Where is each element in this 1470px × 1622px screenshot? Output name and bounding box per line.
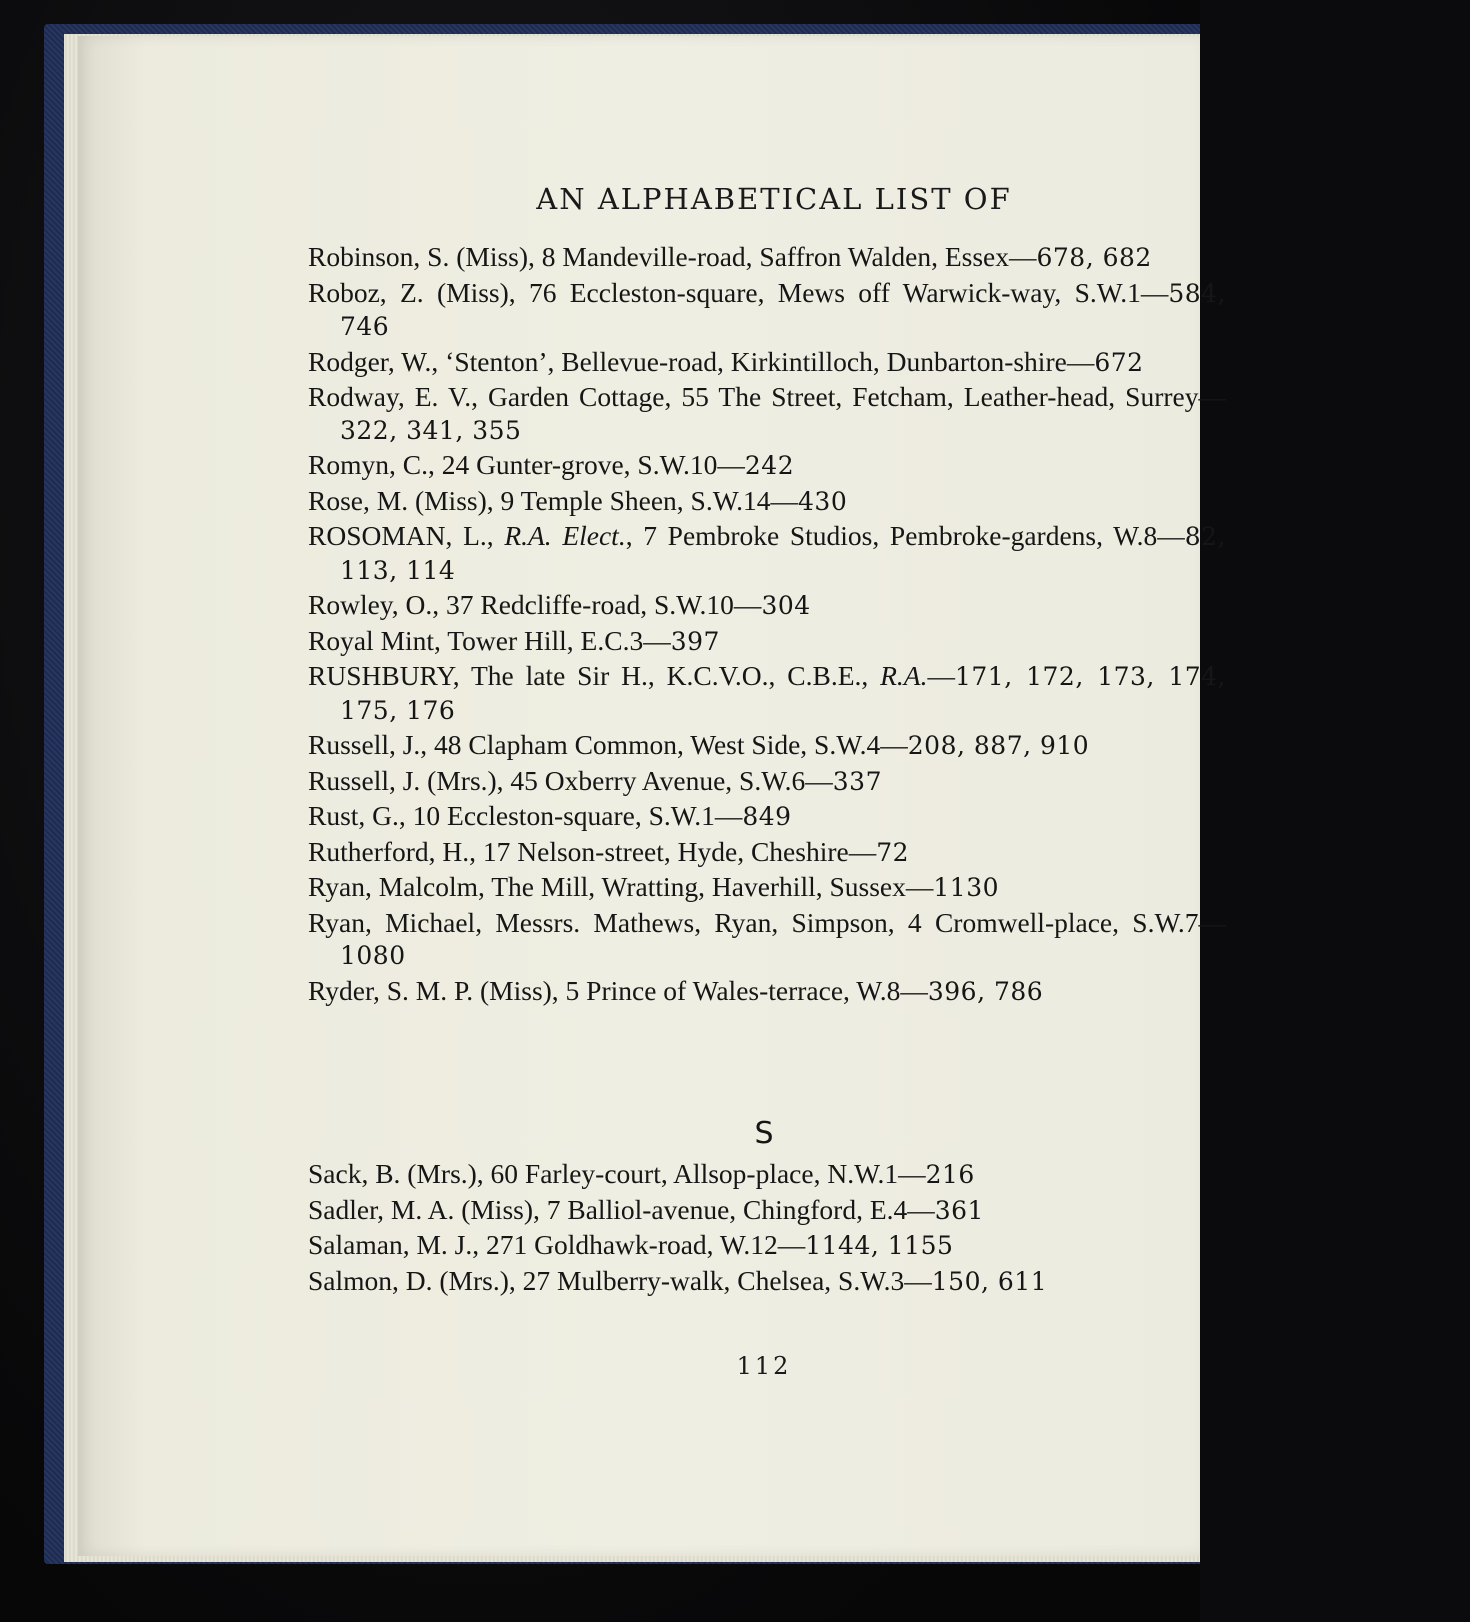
- list-entry: Sack, B. (Mrs.), 60 Farley-court, Allsop-place, N.W.1—216: [308, 1158, 975, 1189]
- running-head: AN ALPHABETICAL LIST OF: [536, 182, 1012, 216]
- list-entry: Salmon, D. (Mrs.), 27 Mulberry-walk, Chelsea, S.W.3—150, 611: [308, 1264, 1048, 1296]
- list-entry: Rodger, W., ‘Stenton’, Bellevue-road, Kirkintilloch, Dunbarton-shire—672: [308, 345, 1144, 377]
- list-entry: Ryder, S. M. P. (Miss), 5 Prince of Wales-terrace, W.8—396, 786: [308, 974, 1044, 1006]
- list-entry: Roboz, Z. (Miss), 76 Eccleston-square, Mews off Warwick-way, S.W.1—584, 746: [308, 276, 1226, 341]
- list-entry: Rowley, O., 37 Redcliffe-road, S.W.10—304: [308, 589, 811, 620]
- section-letter: S: [754, 1116, 774, 1151]
- entry-list-s: [308, 1158, 1226, 1300]
- list-entry: ROSOMAN, L., R.A. Elect., 7 Pembroke Studios, Pembroke-gardens, W.8—82, 113, 114: [308, 520, 1226, 585]
- list-entry: Royal Mint, Tower Hill, E.C.3—397: [308, 624, 720, 656]
- list-entry: Rust, G., 10 Eccleston-square, S.W.1—849: [308, 800, 792, 831]
- list-entry: Russell, J., 48 Clapham Common, West Side, S.W.4—208, 887, 910: [308, 729, 1090, 760]
- list-entry: Russell, J. (Mrs.), 45 Oxberry Avenue, S.W.6—337: [308, 764, 882, 796]
- list-entry: Ryan, Malcolm, The Mill, Wratting, Haverhill, Sussex—1130: [308, 871, 1000, 902]
- book-page: [78, 36, 1226, 1556]
- list-entry: Sadler, M. A. (Miss), 7 Balliol-avenue, Chingford, E.4—361: [308, 1193, 984, 1225]
- list-entry: Rutherford, H., 17 Nelson-street, Hyde, Cheshire—72: [308, 835, 910, 867]
- list-entry: RUSHBURY, The late Sir H., K.C.V.O., C.B.E., R.A.—171, 172, 173, 174, 175, 176: [308, 660, 1226, 725]
- list-entry: Salaman, M. J., 271 Goldhawk-road, W.12—1144, 1155: [308, 1229, 954, 1260]
- list-entry: Robinson, S. (Miss), 8 Mandeville-road, Saffron Walden, Essex—678, 682: [308, 241, 1152, 272]
- entry-list-r: [308, 241, 1226, 1010]
- list-entry: Romyn, C., 24 Gunter-grove, S.W.10—242: [308, 449, 795, 480]
- list-entry: Rose, M. (Miss), 9 Temple Sheen, S.W.14—430: [308, 484, 848, 516]
- list-entry: Rodway, E. V., Garden Cottage, 55 The Street, Fetcham, Leather-head, Surrey—322, 341, 355: [308, 381, 1226, 445]
- list-entry: Ryan, Michael, Messrs. Mathews, Ryan, Simpson, 4 Cromwell-place, S.W.7—1080: [308, 906, 1226, 970]
- page-number: 112: [736, 1352, 792, 1380]
